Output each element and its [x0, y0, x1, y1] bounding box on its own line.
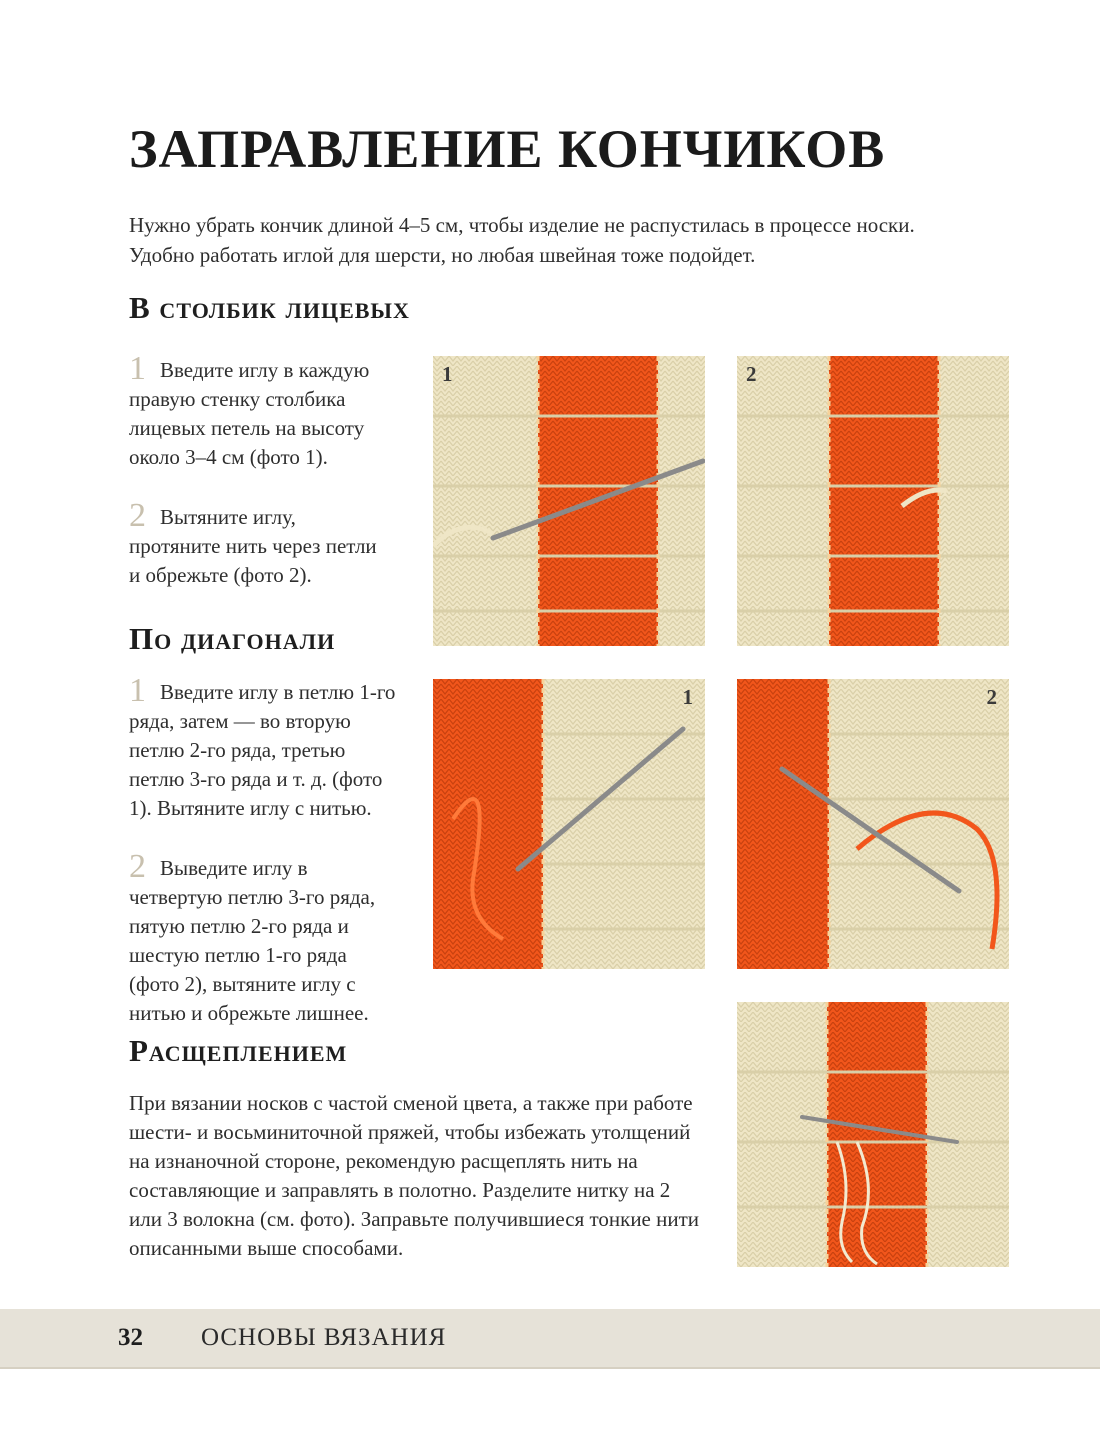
photo-label: 2	[986, 685, 997, 709]
step-text: Введите иглу в петлю 1-го ряда, затем — во вторую петлю 2-го ряда, третью петлю 3-го ряда и т. д. (фото 1). Вытяните иглу с нитью.	[129, 680, 396, 820]
step-1-diagonal	[129, 672, 401, 823]
step-number: 1	[129, 672, 146, 709]
section-heading-splitting: Расщеплением	[129, 1033, 348, 1068]
footer-divider	[0, 1367, 1100, 1369]
photo-vertical-1	[433, 356, 705, 646]
step-number: 2	[129, 848, 146, 885]
photo-label: 2	[746, 362, 757, 386]
step-2-vertical	[129, 497, 391, 590]
step-1-vertical	[129, 350, 391, 472]
photo-diagonal-2	[737, 679, 1009, 969]
page-number: 32	[118, 1324, 143, 1351]
step-text: Выведите иглу в четвертую петлю 3-го ряда, пятую петлю 2-го ряда и шестую петлю 1-го ряда (фото 2), вытяните иглу с нитью и обрежьте лишнее.	[129, 856, 376, 1025]
step-number: 1	[129, 350, 146, 387]
step-text: Вытяните иглу, протяните нить через петли и обрежьте (фото 2).	[129, 505, 377, 587]
section-heading-diagonal: По диагонали	[129, 621, 336, 656]
intro-paragraph: Нужно убрать кончик длиной 4–5 см, чтобы изделие не распустилась в процессе носки. Удобно работать иглой для шерсти, но любая швейная тоже подойдет.	[129, 213, 915, 267]
splitting-paragraph: При вязании носков с частой сменой цвета, а также при работе шести- и восьминиточной пряжей, чтобы избежать утолщений на изнаночной стороне, рекомендую расщеплять нить на составляющие и заправлять в полотно. Разделите нитку на 2 или 3 волокна (см. фото). Заправьте получившиеся тонкие нити описанными выше способами.	[129, 1091, 700, 1260]
footer-band	[0, 1309, 1100, 1367]
step-text: Введите иглу в каждую правую стенку столбика лицевых петель на высоту около 3–4 см (фото 1).	[129, 358, 370, 469]
photo-label: 1	[682, 685, 693, 709]
footer-section-name: ОСНОВЫ ВЯЗАНИЯ	[201, 1324, 447, 1351]
step-number: 2	[129, 497, 146, 534]
photo-diagonal-1	[433, 679, 705, 969]
photo-vertical-2	[737, 356, 1009, 646]
photo-label: 1	[442, 362, 453, 386]
section-heading-vertical: В столбик лицевых	[129, 290, 410, 325]
photo-splitting	[737, 1002, 1009, 1267]
page-title: ЗАПРАВЛЕНИЕ КОНЧИКОВ	[129, 119, 886, 179]
step-2-diagonal	[129, 848, 401, 1028]
